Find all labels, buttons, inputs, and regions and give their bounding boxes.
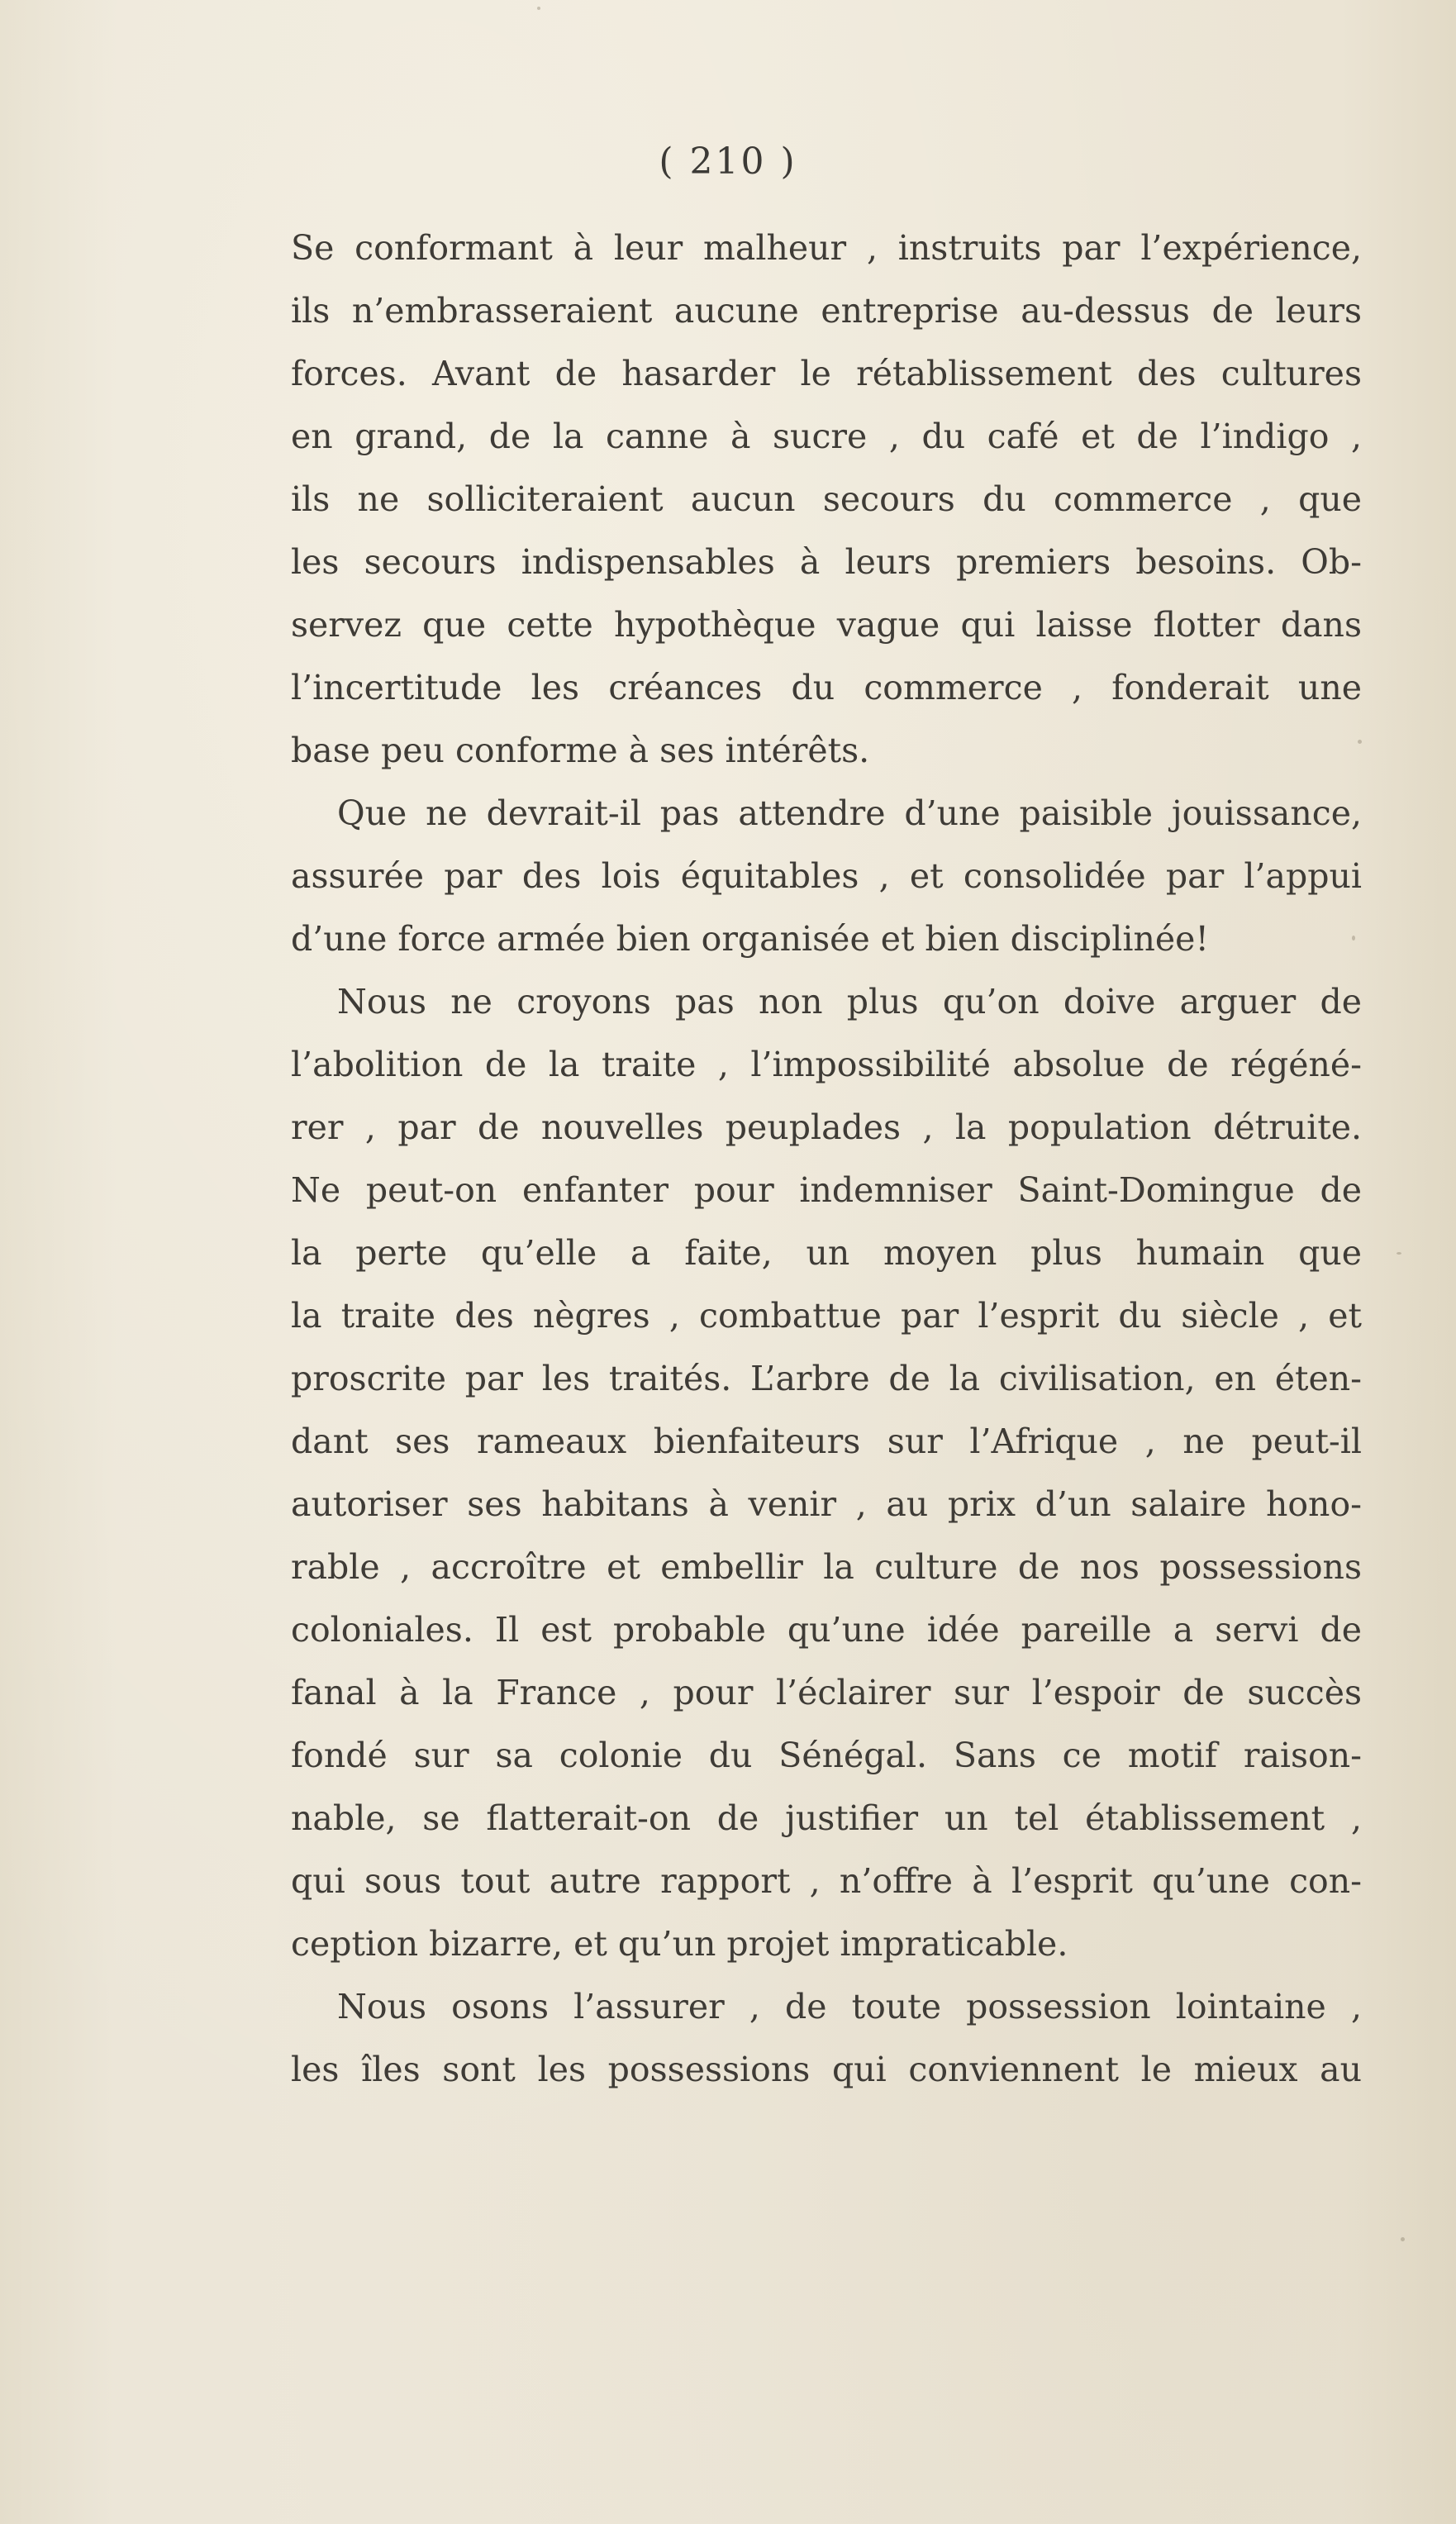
text-line: la perte qu’elle a faite, un moyen plus humain que — [291, 1233, 1362, 1273]
text-line: Nous ne croyons pas non plus qu’on doive arguer de — [337, 982, 1362, 1022]
paper-speck — [1397, 1252, 1401, 1255]
text-line: en grand, de la canne à sucre , du café et de l’indigo , — [291, 417, 1362, 456]
text-line: ils n’embrasseraient aucune entreprise au-dessus de leurs — [291, 291, 1362, 331]
text-line: ils ne solliciteraient aucun secours du commerce , que — [291, 479, 1362, 519]
paper-speck — [537, 7, 540, 10]
text-line: les îles sont les possessions qui conviennent le mieux au — [291, 2050, 1362, 2089]
text-line: autoriser ses habitans à venir , au prix d’un salaire hono- — [291, 1484, 1362, 1524]
text-line: proscrite par les traités. L’arbre de la civilisation, en éten- — [291, 1359, 1362, 1398]
text-line: nable, se flatterait-on de justifier un tel établissement , — [291, 1798, 1362, 1838]
text-line: l’incertitude les créances du commerce , fonderait une — [291, 668, 1362, 707]
paper-speck — [1401, 2237, 1405, 2241]
body-text — [291, 217, 1362, 2101]
text-line: les secours indispensables à leurs premiers besoins. Ob- — [291, 542, 1362, 582]
text-line: base peu conforme à ses intérêts. — [291, 731, 870, 770]
text-line: la traite des nègres , combattue par l’esprit du siècle , et — [291, 1296, 1362, 1336]
text-line: Se conformant à leur malheur , instruits par l’expérience, — [291, 228, 1362, 268]
paper-speck — [1352, 936, 1355, 941]
text-line: fanal à la France , pour l’éclairer sur l’espoir de succès — [291, 1673, 1362, 1712]
text-line: Nous osons l’assurer , de toute possession lointaine , — [337, 1987, 1362, 2026]
text-line: d’une force armée bien organisée et bien disciplinée! — [291, 919, 1209, 959]
text-line: Ne peut-on enfanter pour indemniser Saint-Domingue de — [291, 1170, 1362, 1210]
text-line: servez que cette hypothèque vague qui laisse flotter dans — [291, 605, 1362, 645]
page-number: ( 210 ) — [659, 140, 797, 183]
text-line: l’abolition de la traite , l’impossibilité absolue de régéné- — [291, 1045, 1362, 1084]
paper-speck — [1358, 740, 1362, 744]
text-line: fondé sur sa colonie du Sénégal. Sans ce motif raison- — [291, 1736, 1362, 1775]
text-line: rable , accroître et embellir la culture de nos possessions — [291, 1547, 1362, 1587]
text-line: Que ne devrait-il pas attendre d’une paisible jouissance, — [337, 793, 1362, 833]
text-line: assurée par des lois équitables , et consolidée par l’appui — [291, 856, 1362, 896]
text-line: qui sous tout autre rapport , n’offre à l’esprit qu’une con- — [291, 1861, 1362, 1901]
text-line: coloniales. Il est probable qu’une idée pareille a servi de — [291, 1610, 1362, 1650]
text-line: forces. Avant de hasarder le rétablissement des cultures — [291, 354, 1362, 393]
text-line: dant ses rameaux bienfaiteurs sur l’Afrique , ne peut-il — [291, 1422, 1362, 1461]
text-line: rer , par de nouvelles peuplades , la population détruite. — [291, 1107, 1362, 1147]
text-line: ception bizarre, et qu’un projet impraticable. — [291, 1924, 1068, 1964]
